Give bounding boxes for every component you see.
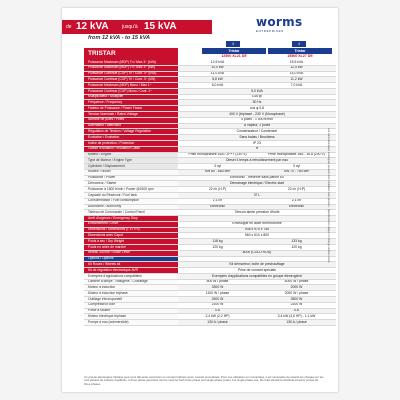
spec-label: Facteur de Puissance / Power Factor: [84, 106, 178, 111]
spec-label: Niveau Sonore / Noise Level: [84, 251, 178, 256]
spec-value-a: 130 A / phase: [207, 320, 228, 324]
model-badge-b: 4: [292, 41, 306, 47]
spec-value-shared: 936 x 970 x 755: [244, 227, 270, 232]
spec-value-a: 8,8 kW: [212, 77, 223, 81]
footnote: Un groupe électrogène triphasé peut vous alimenter aussi bien en courant triphasé qu'en courant monophasé. Pour une utilisation en monophasé, il est nécessaire de répartir les charges sur les trois phases de manière équilibrée. A three-phase generator can be used for both three-phase and single-phase power. For single-phase use, the load should be distributed evenly across all three phases.: [84, 375, 324, 386]
spec-value-shared: 10A @: [251, 94, 263, 99]
spec-label: Puissance Maximum (MDP) Tri / Max 3~ (kVA): [84, 60, 178, 65]
spec-value-b: 11,2 kW: [290, 77, 303, 81]
spec-label: Type de Moteur / Engine Type: [84, 158, 178, 163]
spec-label: Puissance Maximum (MDP) Tri / Max 3~ (kW): [84, 66, 178, 71]
spec-value-b: 7,0 kVA: [290, 83, 303, 87]
brand-name: worms: [256, 15, 303, 29]
model-badge-a: 4: [226, 41, 240, 47]
spec-label: Multiplicateur / Multiplier: [84, 95, 178, 100]
spec-value-shared: [178, 257, 336, 262]
spec-value-shared: 400 V (triphasé - 230 V (Monophasé): [229, 112, 285, 116]
spec-label: Capacité du Réservoir / Fuel tank: [84, 193, 178, 198]
spec-value-shared: Electronic - Réserve sans panne Ec: [230, 175, 284, 180]
spec-value-a: 22 ch (H-P): [208, 187, 227, 191]
section-title: TRISTAR: [84, 48, 178, 60]
title-to: 15 kVA: [144, 21, 177, 32]
spec-value-shared: Démarrage électrique / Electric start: [229, 181, 285, 185]
spec-value-b: 3,4 kW (4,6 HP) - 1,1 kW: [277, 314, 316, 318]
spec-value-b: 12,4 kW: [290, 65, 303, 70]
spec-value-a: 2,1 l/h: [212, 198, 223, 203]
spec-label: Nombre de pôles / Poles: [84, 118, 178, 123]
spec-label: Poste à souder: [84, 309, 178, 314]
title-to-prefix: jusqu'à: [122, 24, 138, 30]
spec-value-b: 2000 W / phase: [284, 291, 309, 295]
spec-label: Moteur à induction triphasé: [84, 291, 178, 296]
spec-value-a: 3 cyl: [214, 164, 221, 168]
spec-value-b: SW 70 - 760 cm³: [283, 169, 310, 174]
spec-value-a: 12,5 kVA: [210, 60, 225, 64]
title-banner: [62, 20, 212, 34]
spec-value-shared: Exemples d'applications compatibles en groupe électrogène: [211, 273, 303, 278]
spec-value-b: Electronic: [289, 204, 304, 209]
spec-value-b: 14,0 kVA: [289, 71, 304, 76]
spec-label: Démarreur / Starter: [84, 181, 178, 186]
spec-label: Puissance Continue (COP) Mono / Cont. 1~: [84, 89, 178, 94]
spec-value-shared: H: [255, 146, 259, 151]
spec-label: Kit Roues / Wheels kit: [84, 262, 178, 267]
spec-label: Lumière à lampe - Halogène - Chauffage: [84, 280, 178, 285]
spec-label: Puissance Continue (COP) Tri / Cont. 3~ (kW): [84, 77, 178, 82]
spec-value-shared: Prise de courant spéciale: [237, 268, 277, 272]
model-header-a: Tristar: [202, 48, 266, 54]
spec-value-a: 120 kg: [212, 245, 223, 249]
spec-value-shared: Sans balais / Brushless: [239, 135, 275, 139]
spec-value-shared: 37 L: [253, 192, 261, 197]
spec-label: Poids en ordre de marche: [84, 245, 178, 250]
side-note-text: Les caractéristiques techniques peuvent être modifiées sans préavis - Specifications subject to change without notice: [327, 128, 330, 263]
spec-label: Puissance / Power: [84, 176, 178, 181]
spec-value-b: 120 kg: [291, 245, 302, 249]
brand-logo: [256, 15, 322, 37]
spec-value-b: 3 cyl: [293, 164, 300, 168]
spec-value-shared: Témoin alerte pression d'huile: [234, 210, 280, 214]
spec-value-a: Electronic: [210, 204, 225, 209]
spec-value-b: 133 kg: [291, 239, 302, 243]
subtitle: from 12 kVA - to 15 kVA: [88, 35, 151, 41]
spec-value-shared: IP 23: [253, 140, 261, 145]
spec-value-shared: cos φ 0,8: [249, 106, 265, 110]
spec-value-b: 130 A / phase: [286, 320, 307, 324]
spec-value-b: 4000 W / phase: [284, 279, 309, 284]
spec-label: Exemples d'applications compatibles: [84, 274, 178, 279]
spec-value-a: 2500 W: [211, 297, 224, 301]
model-name-b: 15500 XL27 DE: [287, 54, 313, 58]
spec-value-shared: Enveloppé en acier thermoformé: [232, 221, 282, 226]
spec-label: Pompe à eau (submersible): [84, 320, 178, 325]
spec-value-b: 0 A: [294, 308, 299, 313]
spec-row: [84, 320, 336, 326]
spec-label: Indice de protection / Protection: [84, 141, 178, 146]
spec-value-shared: 960 x 610 x 800: [244, 233, 270, 238]
spec-value-b: Prise monophasée 16A - 16 A (230 V): [268, 152, 325, 157]
spec-value-a: 600 W / phase: [206, 279, 229, 284]
spec-value-b: 3500 W: [290, 297, 303, 301]
spec-value-a: 11,0 kVA: [210, 71, 225, 76]
spec-label: Alternateur / Alternator: [84, 124, 178, 129]
spec-value-shared: [178, 216, 336, 221]
spec-value-b: 2200 W: [290, 302, 303, 307]
spec-value-a: 118 kg: [212, 239, 223, 243]
spec-label: Classe d'Isolation / Insulation Class: [84, 147, 178, 152]
spec-value-a: 6,0 kVA: [211, 83, 224, 87]
spec-label: Dimensions avec Capot: [84, 233, 178, 238]
spec-value-a: 1100 W / phase: [205, 291, 230, 295]
spec-value-b: 22 ch (H-P): [287, 187, 306, 191]
title-from-prefix: de: [66, 24, 72, 30]
model-name-a: 12500 XL21 DE: [221, 54, 247, 58]
spec-value-shared: Diesel 4 temps à refroidissement par eau: [226, 158, 288, 162]
side-note: [327, 128, 334, 278]
spec-label: Régulation de Tension / Voltage Regulation: [84, 129, 178, 134]
spec-label: Puissance Continue (COP) Tri / Cont. 3~ (kVA): [84, 72, 178, 77]
spec-value-b: 15,5 kVA: [289, 60, 304, 64]
spec-label: Arrêt d'urgence / Emergency Stop: [84, 216, 178, 221]
spec-label: Puissance Maximum (MDP) Mono / Max 1~: [84, 83, 178, 88]
spec-value-shared: 50 Hz: [252, 100, 262, 105]
spec-label: Consommation / Fuel consumption: [84, 199, 178, 204]
spec-label: Tension Nominale / Rated Voltage: [84, 112, 178, 117]
spec-label: Dimensions / Dimensions (L x l x h): [84, 228, 178, 233]
title-from: 12 kVA: [76, 21, 109, 32]
spec-label: Compresseur d'air: [84, 303, 178, 308]
spec-label: Excitation / Excitation: [84, 135, 178, 140]
spec-label: Puissance à 1500 tr/min / Power @1500 rpm: [84, 187, 178, 192]
spec-label: Options / Options: [84, 257, 178, 262]
spec-value-a: SW 80 - 660 cm³: [204, 169, 231, 174]
spec-sheet: [62, 8, 338, 392]
spec-value-b: 2000 W: [290, 285, 303, 290]
spec-value-a: 3300 W: [211, 285, 224, 290]
spec-label: Cylindrée / Displacement: [84, 164, 178, 169]
spec-value-a: Prise monophasée 16A / 2P+T (230 V): [188, 152, 247, 157]
spec-value-shared: 8000 (COLD ROD): [242, 250, 272, 255]
brand-tagline: ENTREPRISES: [256, 29, 284, 33]
spec-label: Modèle / Model: [84, 170, 178, 175]
spec-value-shared: Kit démarreur, boîte de préchauffage: [229, 262, 285, 266]
spec-label: Outillage électroportatif: [84, 297, 178, 302]
spec-label: Poids à sec / Dry Weight: [84, 239, 178, 244]
spec-table: [84, 60, 336, 326]
model-header-b: Tristar: [268, 48, 332, 54]
spec-label: Autonomie / Autonomy: [84, 205, 178, 210]
spec-value-a: 10,0 kW: [211, 65, 224, 70]
spec-label: Moteur / Engine: [84, 153, 178, 158]
spec-value-shared: 5,0 kVA: [251, 88, 263, 93]
spec-label: Fréquence / Frequency: [84, 100, 178, 105]
spec-value-shared: 4 pôles - 1 500 tr/min: [241, 117, 273, 122]
spec-value-a: 2,4 kW (2,2 HP): [205, 314, 230, 318]
spec-label: Entraînement / Drive: [84, 222, 178, 227]
spec-label: Tableau de Commande / Control Panel: [84, 210, 178, 215]
spec-value-shared: A Vapeur, 2 pôles: [243, 123, 271, 128]
spec-label: Moteur à induction: [84, 285, 178, 290]
spec-value-shared: Condensateur / Condenser: [236, 129, 278, 133]
spec-value-a: 2100 W: [211, 302, 224, 307]
spec-label: Moteur électrique triphasé: [84, 314, 178, 319]
spec-value-b: 2,1 l/h: [291, 198, 302, 203]
spec-label: Kit de régulation électronique AVR: [84, 268, 178, 273]
spec-value-a: 0 A: [215, 308, 220, 313]
